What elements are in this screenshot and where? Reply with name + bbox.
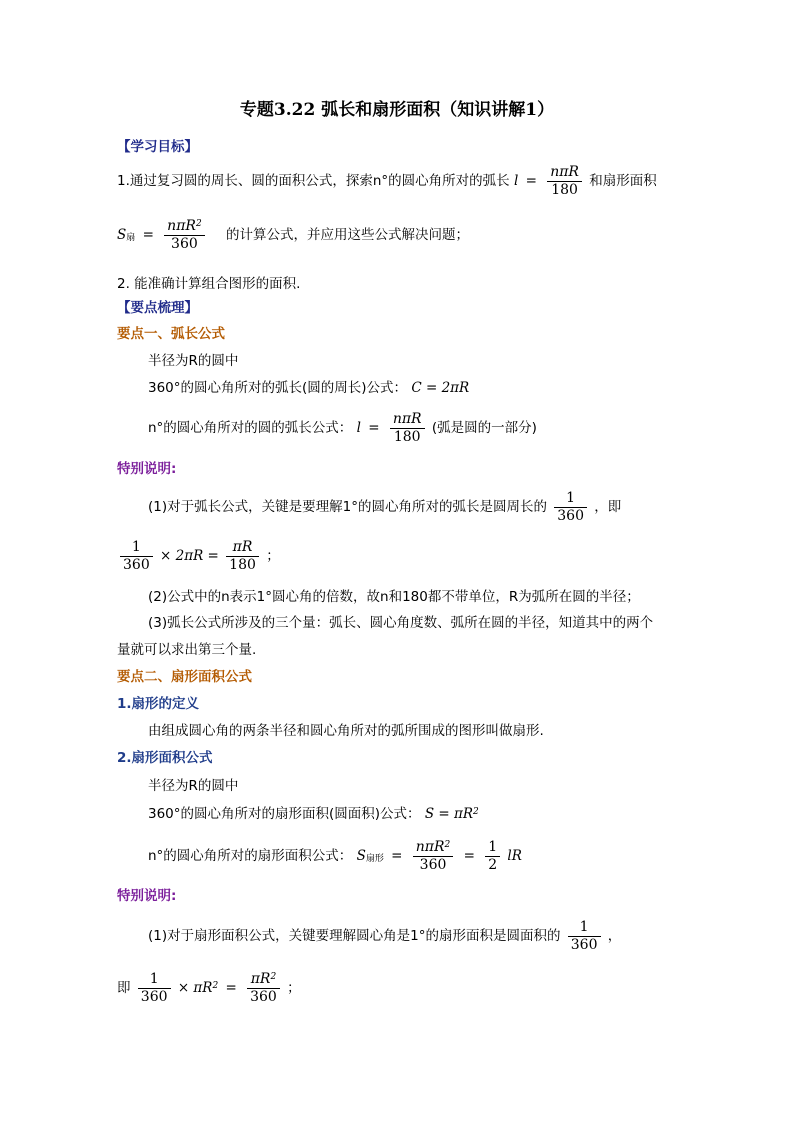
fraction-denominator: 360 [557,507,584,524]
kp1-line-1: 半径为R的圆中 [148,353,239,369]
note-2-p1 [148,918,621,954]
note-1-header: 特别说明: [117,461,177,477]
fraction-denominator: 360 [419,856,447,873]
kp1-header: 要点一、弧长公式 [117,326,225,342]
goal-1-prefix: 1.通过复习圆的周长、圆的面积公式，探索n°的圆心角所对的弧长 [117,173,510,189]
goal-1-line-2-suffix: 的计算公式，并应用这些公式解决问题； [225,227,469,243]
one-over-360-fraction [554,490,587,525]
circumference-formula: C = 2πR [411,380,470,396]
fraction-numerator: nπR [547,164,582,182]
sector-area-sub: 扇形 [365,854,384,864]
pi-r2-over-360-fraction [247,971,280,1006]
page-title: 专题3.22 弧长和扇形面积（知识讲解1） [239,100,555,120]
fraction-denominator: 180 [551,181,578,198]
fraction-numerator: nπR$^2$ [413,839,454,857]
goal-1-line-1 [117,163,657,199]
arc-length-var: l [513,173,519,189]
one-over-360-fraction [138,971,171,1006]
note-1-p1-formula [117,538,280,574]
kp2-line-3-text: n°的圆心角所对的扇形面积公式： [148,848,353,864]
kp1-line-2-text: 360°的圆心角所对的弧长(圆的周长)公式： [148,380,408,396]
note-1-p2: (2)公式中的n表示1°圆心角的倍数，故n和180都不带单位，R为弧所在圆的半径； [148,589,640,605]
note-1-p1-suffix: ，即 [594,499,622,515]
fraction-numerator: 1 [554,490,587,508]
goal-1-suffix: 和扇形面积 [589,173,657,189]
lr-term: lR [507,848,522,864]
note-2-p1-suffix: ， [607,928,622,944]
kp2-header: 要点二、扇形面积公式 [117,669,252,685]
fraction-numerator: πR [226,539,259,557]
goal-1-line-2: $S_扇$ = $\frac{n\pi R^2}{360}$ 的计算公式，并应用这些公式解决问题； [117,217,469,252]
fraction-numerator: nπR$^2$ [164,218,205,236]
note-1-p3a: (3)弧长公式所涉及的三个量：弧长、圆心角度数、弧所在圆的半径，知道其中的两个 [148,615,654,631]
kp2-line-2-text: 360°的圆心角所对的扇形面积(圆面积)公式： [148,806,421,822]
fraction-numerator: nπR [390,411,425,429]
note-2-header: 特别说明: [117,888,177,904]
sector-area-var: S [117,227,127,243]
fraction-denominator: 360 [140,988,168,1005]
formula-prefix: 即 [117,980,131,996]
note-2-p1-text: (1)对于扇形面积公式，关键要理解圆心角是1°的扇形面积是圆面积的 [148,928,561,944]
fraction-numerator: 1 [485,839,500,857]
note-2-p1-formula [117,970,301,1006]
fraction-denominator: 360 [570,936,598,953]
fraction-numerator: $\pi R^2$ [247,971,280,989]
sector-area-fraction [164,218,205,253]
note-1-p3b: 量就可以求出第三个量. [117,642,257,658]
formula-middle: × 2πR = [160,548,219,564]
formula-suffix: ； [287,980,301,996]
kp2-definition: 由组成圆心角的两条半径和圆心角所对的弧所围成的图形叫做扇形. [148,723,544,739]
note-1-p1-text: (1)对于弧长公式，关键是要理解1°的圆心角所对的弧长是圆周长的 [148,499,547,515]
fraction-denominator: 360 [123,556,150,573]
one-over-360-fraction [568,919,601,954]
fraction-denominator: 360 [171,235,198,252]
fraction-numerator: 1 [138,971,171,989]
key-points-header: 【要点梳理】 [117,300,198,316]
arc-length-fraction [390,411,425,446]
pi-r-over-180-fraction [226,539,259,574]
fraction-numerator: 1 [120,539,153,557]
arc-length-fraction [547,164,582,199]
goals-header: 【学习目标】 [117,139,198,155]
sector-area-var: S [356,848,366,864]
kp2-line-2 [148,804,479,824]
fraction-numerator: 1 [568,919,601,937]
kp2-line-3: n°的圆心角所对的扇形面积公式： $S_{扇形}$ = $\frac{n\pi R^2}{360}$ = $\frac{1}{2}$ lR [148,838,522,873]
formula-suffix: ； [266,548,280,564]
fraction-denominator: 360 [250,988,277,1005]
kp2-sub-2: 2.扇形面积公式 [117,750,213,766]
circle-area-formula: $S = \pi R^2$ [424,806,479,822]
goal-2: 2. 能准确计算组合图形的面积. [117,276,301,292]
one-half-fraction [485,839,500,874]
kp2-sub-1: 1.扇形的定义 [117,696,200,712]
sector-area-fraction [413,839,454,874]
kp1-line-2 [148,378,469,398]
arc-length-var: l [356,420,361,436]
fraction-denominator: 180 [393,428,421,445]
equals-sign: = [525,173,537,189]
kp1-line-3-text: n°的圆心角所对的圆的弧长公式： [148,420,353,436]
equals-sign: = [463,848,475,864]
sector-area-sub: 扇 [126,233,136,243]
equals-sign: = [225,980,237,996]
kp1-line-3-suffix: (弧是圆的一部分) [431,420,537,436]
note-1-p1 [148,489,621,525]
one-over-360-fraction [120,539,153,574]
fraction-denominator: 2 [488,856,498,873]
formula-middle: × $\pi R^2$ [177,980,219,996]
fraction-denominator: 180 [229,556,256,573]
kp2-line-1: 半径为R的圆中 [148,778,239,794]
kp1-line-3: n°的圆心角所对的圆的弧长公式： l = $\frac{\text{nπR}}{180}$ (弧是圆的一部分) [148,410,537,445]
